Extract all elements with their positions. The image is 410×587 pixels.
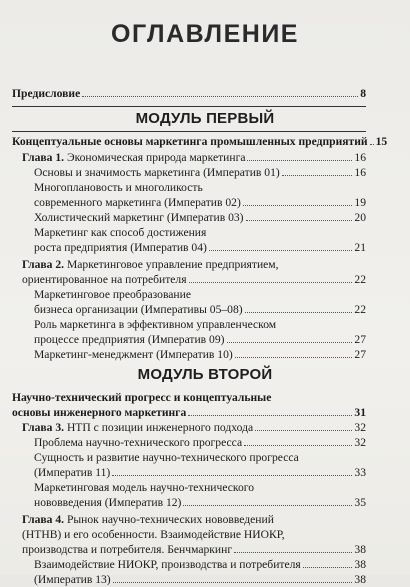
entry-label: Основы и значимость маркетинга (Императив 01) <box>34 166 280 179</box>
toc-entry-chapter[interactable] <box>22 150 366 165</box>
entry-label: бизнеса организации (Императивы 05–08) <box>34 303 243 316</box>
chapter-title-line <box>22 257 279 272</box>
toc-entry-section[interactable] <box>12 405 366 420</box>
toc-entry-item[interactable] <box>34 210 366 225</box>
chapter-prefix: Глава 4. <box>22 513 65 526</box>
toc-entry-item[interactable] <box>34 240 366 255</box>
page-number: 32 <box>354 421 366 434</box>
dot-leader <box>113 582 353 583</box>
toc-entry-item[interactable] <box>34 195 366 210</box>
entry-label: Взаимодействие НИОКР, производства и потребителя <box>34 558 301 571</box>
page-number: 16 <box>354 151 366 164</box>
entry-label-line: Маркетинговая модель научно-технического <box>34 481 255 494</box>
page-number: 31 <box>354 406 366 419</box>
page-number: 33 <box>354 466 366 479</box>
entry-label-line: Маркетинговое управление предприятием, <box>66 258 279 271</box>
dot-leader <box>247 160 352 161</box>
entry-label: роста предприятия (Императив 04) <box>34 241 207 254</box>
divider <box>12 131 366 132</box>
entry-label-line: Научно-технический прогресс и концептуальные <box>12 391 272 404</box>
toc-entry-section[interactable] <box>12 134 388 149</box>
toc-entry-item[interactable] <box>34 332 366 347</box>
entry-label: (Императив 11) <box>34 466 111 479</box>
page-number: 38 <box>354 573 366 586</box>
page-number: 27 <box>354 348 366 361</box>
entry-label: современного маркетинга (Императив 02) <box>34 196 241 209</box>
page-number: 38 <box>354 558 366 571</box>
page-number: 35 <box>354 496 366 509</box>
page-number: 20 <box>354 211 366 224</box>
toc-entry-item[interactable] <box>34 302 366 317</box>
dot-leader <box>188 415 352 416</box>
dot-leader <box>209 250 353 251</box>
page-number: 22 <box>354 273 366 286</box>
toc-entry-item[interactable] <box>34 572 366 587</box>
dot-leader <box>282 175 353 176</box>
toc-entry-item[interactable] <box>34 465 366 480</box>
entry-label: Холистический маркетинг (Императив 03) <box>34 211 244 224</box>
page-number: 19 <box>354 196 366 209</box>
module-heading: МОДУЛЬ ВТОРОЙ <box>137 366 273 383</box>
dot-leader <box>183 505 352 506</box>
page-number: 16 <box>354 166 366 179</box>
toc-entry-item[interactable] <box>34 347 366 362</box>
page-number: 38 <box>354 543 366 556</box>
entry-label: Проблема научно-технического прогресса <box>34 436 243 449</box>
dot-leader <box>255 430 352 431</box>
entry-label: Предисловие <box>12 87 81 100</box>
toc-entry-preface[interactable] <box>12 86 366 101</box>
page-number: 32 <box>354 436 366 449</box>
page-number: 27 <box>354 333 366 346</box>
page-number: 22 <box>354 303 366 316</box>
toc-entry-item[interactable] <box>34 557 366 572</box>
entry-label: (Императив 13) <box>34 573 111 586</box>
dot-leader <box>303 567 353 568</box>
entry-label-line: Маркетинг как способ достижения <box>34 226 207 239</box>
chapter-title-line <box>22 512 274 527</box>
dot-leader <box>82 96 358 97</box>
divider <box>12 106 366 107</box>
entry-label: НТП с позиции инженерного подхода <box>66 421 254 434</box>
entry-label: Экономическая природа маркетинга <box>66 151 246 164</box>
toc-entry-chapter[interactable] <box>22 420 366 435</box>
entry-label: производства и потребителя. Бенчмаркинг <box>22 543 233 556</box>
chapter-prefix: Глава 2. <box>22 258 65 271</box>
entry-label-line: (НТНВ) и его особенности. Взаимодействие НИОКР, <box>22 528 285 541</box>
entry-label-line: Многоплановость и многоликость <box>34 181 203 194</box>
entry-label: основы инженерного маркетинга <box>12 406 187 419</box>
entry-label: нововведения (Императив 12) <box>34 496 182 509</box>
dot-leader <box>189 282 353 283</box>
toc-entry-item[interactable] <box>34 435 366 450</box>
entry-label-line: Маркетинговое преобразование <box>34 288 191 301</box>
dot-leader <box>112 475 352 476</box>
page-number: 8 <box>360 87 366 100</box>
chapter-prefix: Глава 3. <box>22 421 65 434</box>
entry-label-line: Сущность и развитие научно-технического прогресса <box>34 451 299 464</box>
chapter-prefix: Глава 1. <box>22 151 65 164</box>
entry-label-line: Рынок научно-технических нововведений <box>66 513 274 526</box>
toc-entry-item[interactable] <box>34 165 366 180</box>
entry-label: Маркетинг-менеджмент (Императив 10) <box>34 348 233 361</box>
dot-leader <box>227 342 353 343</box>
module-heading: МОДУЛЬ ПЕРВЫЙ <box>135 110 275 127</box>
dot-leader <box>234 552 352 553</box>
dot-leader <box>370 144 374 145</box>
dot-leader <box>235 357 353 358</box>
dot-leader <box>243 205 353 206</box>
toc-entry-chapter[interactable] <box>22 542 366 557</box>
dot-leader <box>246 220 353 221</box>
toc-entry-item[interactable] <box>34 495 366 510</box>
entry-label: ориентированное на потребителя <box>22 273 187 286</box>
entry-label-line: Роль маркетинга в эффективном управленческом <box>34 318 277 331</box>
page-number: 15 <box>375 135 388 148</box>
entry-label: Концептуальные основы маркетинга промышленных предприятий <box>12 135 368 148</box>
dot-leader <box>245 312 353 313</box>
dot-leader <box>244 445 352 446</box>
toc-entry-chapter[interactable] <box>22 272 366 287</box>
entry-label: процессе предприятия (Императив 09) <box>34 333 225 346</box>
page-number: 21 <box>354 241 366 254</box>
page-title: ОГЛАВЛЕНИЕ <box>111 20 299 48</box>
